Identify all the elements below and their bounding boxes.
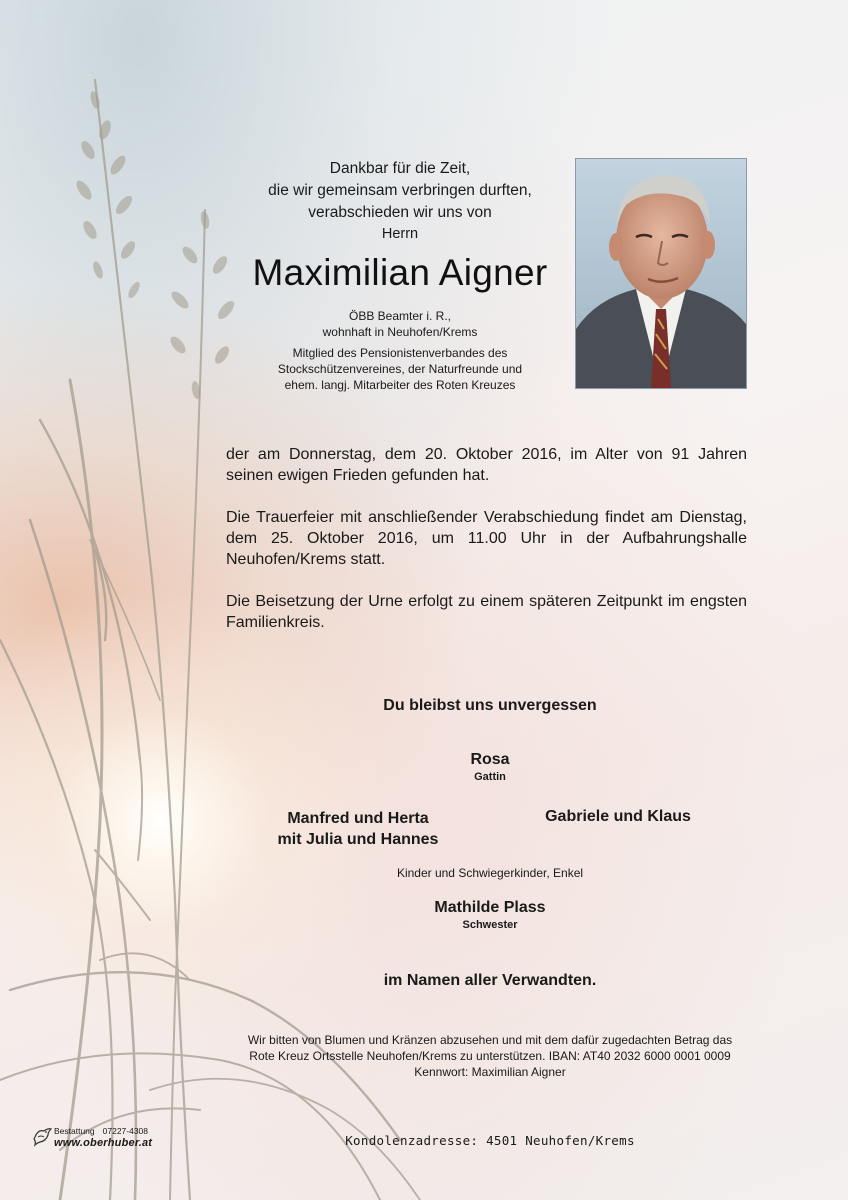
logo-text (54, 1126, 148, 1136)
deceased-details (230, 308, 570, 393)
wife-name: Rosa (470, 751, 510, 768)
funeral-home-logo (32, 1125, 182, 1155)
membership-line-2: Stockschützenvereines, der Naturfreunde und (277, 362, 523, 376)
donation-request-line-3: Kennwort: Maximilian Aigner (414, 1065, 566, 1079)
deceased-name: Maximilian Aigner (252, 252, 548, 293)
ceremony-paragraph: Die Trauerfeier mit anschließender Verabschiedung findet am Dienstag, dem 25. Oktober 2016, um 11.00 Uhr in der Aufbahrungshalle Neuhofen/Krems statt. (226, 509, 747, 568)
motto: Du bleibst uns unvergessen (383, 697, 597, 714)
logo-url: www.oberhuber.at (54, 1137, 153, 1149)
children-note: Kinder und Schwiegerkinder, Enkel (396, 866, 584, 880)
detail-residence: wohnhaft in Neuhofen/Krems (322, 325, 478, 339)
intro-line-1: Dankbar für die Zeit, (329, 160, 471, 177)
burial-paragraph: Die Beisetzung der Urne erfolgt zu einem späteren Zeitpunkt im engsten Familienkreis. (226, 593, 747, 631)
donation-request-line-2: Rote Kreuz Ortsstelle Neuhofen/Krems zu unterstützen. IBAN: AT40 2032 6000 0001 0009 (249, 1049, 731, 1063)
closing-line: im Namen aller Verwandten. (383, 972, 597, 989)
donation-request-line-1: Wir bitten von Blumen und Kränzen abzusehen und mit dem dafür zugedachten Betrag das (247, 1033, 733, 1047)
child-family-2: Gabriele und Klaus (545, 808, 691, 825)
membership-line-1: Mitglied des Pensionistenverbandes des (292, 346, 508, 360)
intro-text (230, 158, 570, 224)
dove-icon (32, 1125, 54, 1147)
sister-name: Mathilde Plass (434, 899, 546, 916)
wife-role: Gattin (474, 771, 506, 783)
membership-line-3: ehem. langj. Mitarbeiter des Roten Kreuzes (284, 378, 516, 392)
logo-brand: Bestattung (54, 1126, 95, 1136)
sister-role: Schwester (462, 919, 518, 931)
child-family-1 (258, 808, 458, 850)
condolence-address: Kondolenzadresse: 4501 Neuhofen/Krems (345, 1133, 635, 1148)
intro-line-3: verabschieden wir uns von (308, 204, 492, 221)
donation-request (200, 1032, 780, 1080)
salutation: Herrn (381, 226, 419, 242)
detail-occupation: ÖBB Beamter i. R., (348, 309, 452, 323)
portrait-photo (575, 158, 747, 389)
death-announcement-paragraph: der am Donnerstag, dem 20. Oktober 2016, im Alter von 91 Jahren seinen ewigen Frieden gefunden hat. (226, 446, 747, 484)
logo-phone: 07227-4308 (102, 1126, 149, 1136)
child-family-1-line-2: mit Julia und Hannes (277, 831, 439, 848)
child-family-1-line-1: Manfred und Herta (287, 810, 429, 827)
intro-line-2: die wir gemeinsam verbringen durften, (268, 182, 532, 199)
